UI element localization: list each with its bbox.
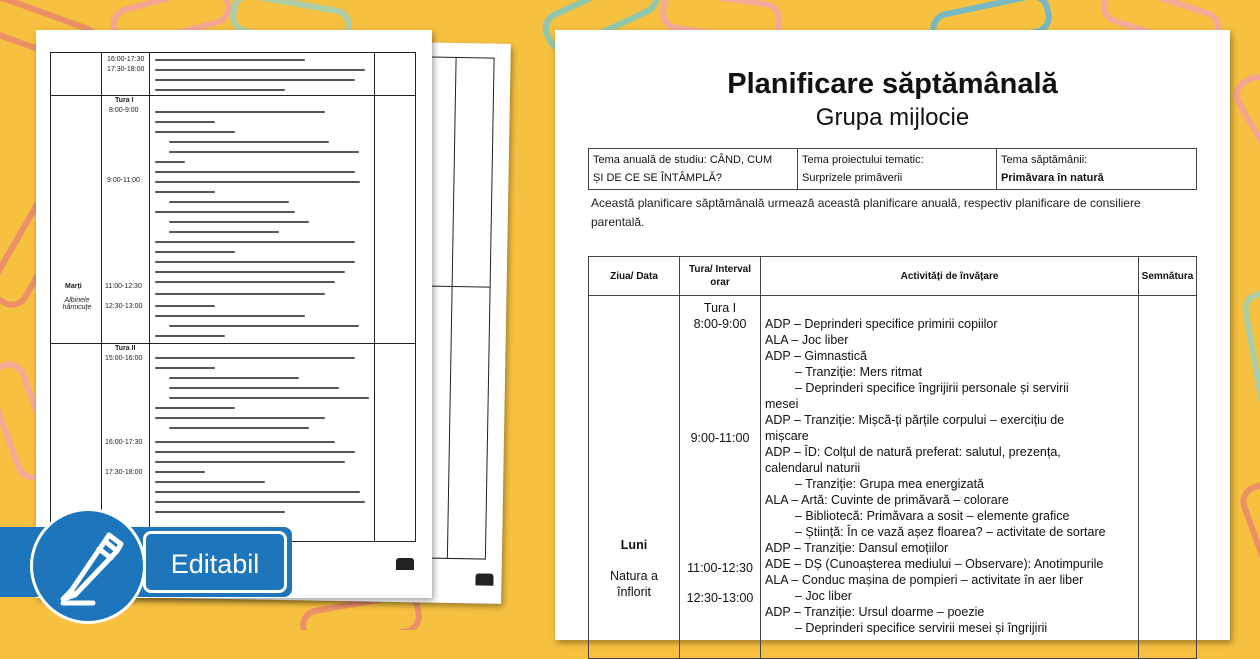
time-slot: 12:30-13:00 <box>686 591 754 605</box>
project-theme-cell: Tema proiectului tematic: Surprizele primăverii <box>798 149 997 190</box>
activity-line: ALA – Artă: Cuvinte de primăvară – colorare <box>765 493 1009 507</box>
mid-time: 16:00-17:30 <box>105 439 143 446</box>
activity-line: – Tranziție: Mers ritmat <box>795 365 923 379</box>
day-name: Luni <box>620 538 648 552</box>
mid-time: 9:00-11:00 <box>107 177 140 184</box>
activity-line: ADP – Tranziție: Dansul emoțiilor <box>765 541 949 555</box>
mid-time: 12:30-13:00 <box>105 303 143 310</box>
activity-line: mesei <box>765 397 799 411</box>
activity-line: – Deprinderi specifice îngrijirii personale și servirii <box>795 381 1069 395</box>
mid-day: Marți <box>65 283 82 290</box>
activity-line: – Bibliotecă: Primăvara a sosit – elemente grafice <box>795 509 1070 523</box>
activity-line: calendarul naturii <box>765 461 861 475</box>
day-cell <box>589 296 680 659</box>
main-document-page <box>555 30 1230 640</box>
info-table <box>588 148 1197 190</box>
mid-time: 11:00-12:30 <box>105 283 142 290</box>
time-slot: 8:00-9:00 <box>693 317 747 331</box>
activity-line: ADP – Deprinderi specifice primirii copiilor <box>765 317 998 331</box>
planning-note: Această planificare săptămânală urmează această planificare anuală, respectiv planificare de consiliere parentală. <box>591 196 1141 229</box>
time-slot: 9:00-11:00 <box>690 431 750 445</box>
activities-header: Activități de învățare <box>761 257 1139 296</box>
day-theme: Natura a înflorit <box>610 569 658 599</box>
editable-label: Editabil <box>143 531 287 593</box>
paperclip-decoration <box>1227 68 1260 195</box>
mid-time: 15:00-16:00 <box>105 355 143 362</box>
mid-time: 8:00-9:00 <box>109 107 139 114</box>
mid-time: 17:30-18:00 <box>105 469 143 476</box>
page-subtitle: Grupa mijlocie <box>815 104 970 131</box>
time-slot: 11:00-12:30 <box>687 561 753 575</box>
activity-line: ADP – Tranziție: Mișcă-ți părțile corpului – exercițiu de <box>765 413 1065 427</box>
activity-line: – Tranziție: Grupa mea energizată <box>795 477 984 491</box>
activity-line: – Joc liber <box>795 589 852 603</box>
signature-cell <box>1139 296 1197 659</box>
page-title: Planificare săptămânală <box>727 68 1058 100</box>
activity-line: ADP – ÎD: Colțul de natură preferat: salutul, prezența, <box>765 445 1061 459</box>
schedule-table <box>588 256 1197 659</box>
activity-line: ALA – Joc liber <box>765 333 849 347</box>
activity-line: ADP – Tranziție: Ursul doarme – poezie <box>765 605 985 619</box>
week-theme-cell: Tema săptămânii: Primăvara în natură <box>997 149 1197 190</box>
activity-line: ALA – Conduc mașina de pompieri – activitate în aer liber <box>765 573 1084 587</box>
shift-header: Tura/ Interval orar <box>680 257 761 296</box>
activity-line: ADP – Gimnastică <box>765 349 867 363</box>
mid-day-theme: Albinele hărnicuțe <box>62 297 92 311</box>
mid-schedule-table <box>50 52 416 542</box>
mid-time: 16:00-17:30 <box>107 56 145 63</box>
shift-label: Tura I <box>703 301 737 315</box>
time-cell <box>680 296 761 659</box>
mid-shift: Tura I <box>115 97 134 104</box>
mid-time: 17:30-18:00 <box>107 66 145 73</box>
activities-cell <box>761 296 1139 659</box>
paperclip-decoration <box>1240 287 1260 414</box>
logo <box>475 573 493 585</box>
day-header: Ziua/ Data <box>589 257 680 296</box>
activity-line: ADE – DȘ (Cunoașterea mediului – Observare): Anotimpurile <box>765 557 1104 571</box>
activity-line: mișcare <box>765 429 809 443</box>
activity-line: – Deprinderi specifice servirii mesei și îngrijirii <box>795 621 1048 635</box>
annual-theme-cell: Tema anuală de studiu: CÂND, CUM ȘI DE CE SE ÎNTÂMPLĂ? <box>589 149 798 190</box>
signature-header: Semnătura <box>1139 257 1197 296</box>
mid-shift: Tura II <box>115 345 136 352</box>
logo <box>396 558 414 570</box>
paperclip-decoration <box>1235 476 1260 605</box>
activity-line: – Știință: În ce vază așez floarea? – activitate de sortare <box>795 525 1106 539</box>
pen-edit-icon <box>30 508 146 624</box>
